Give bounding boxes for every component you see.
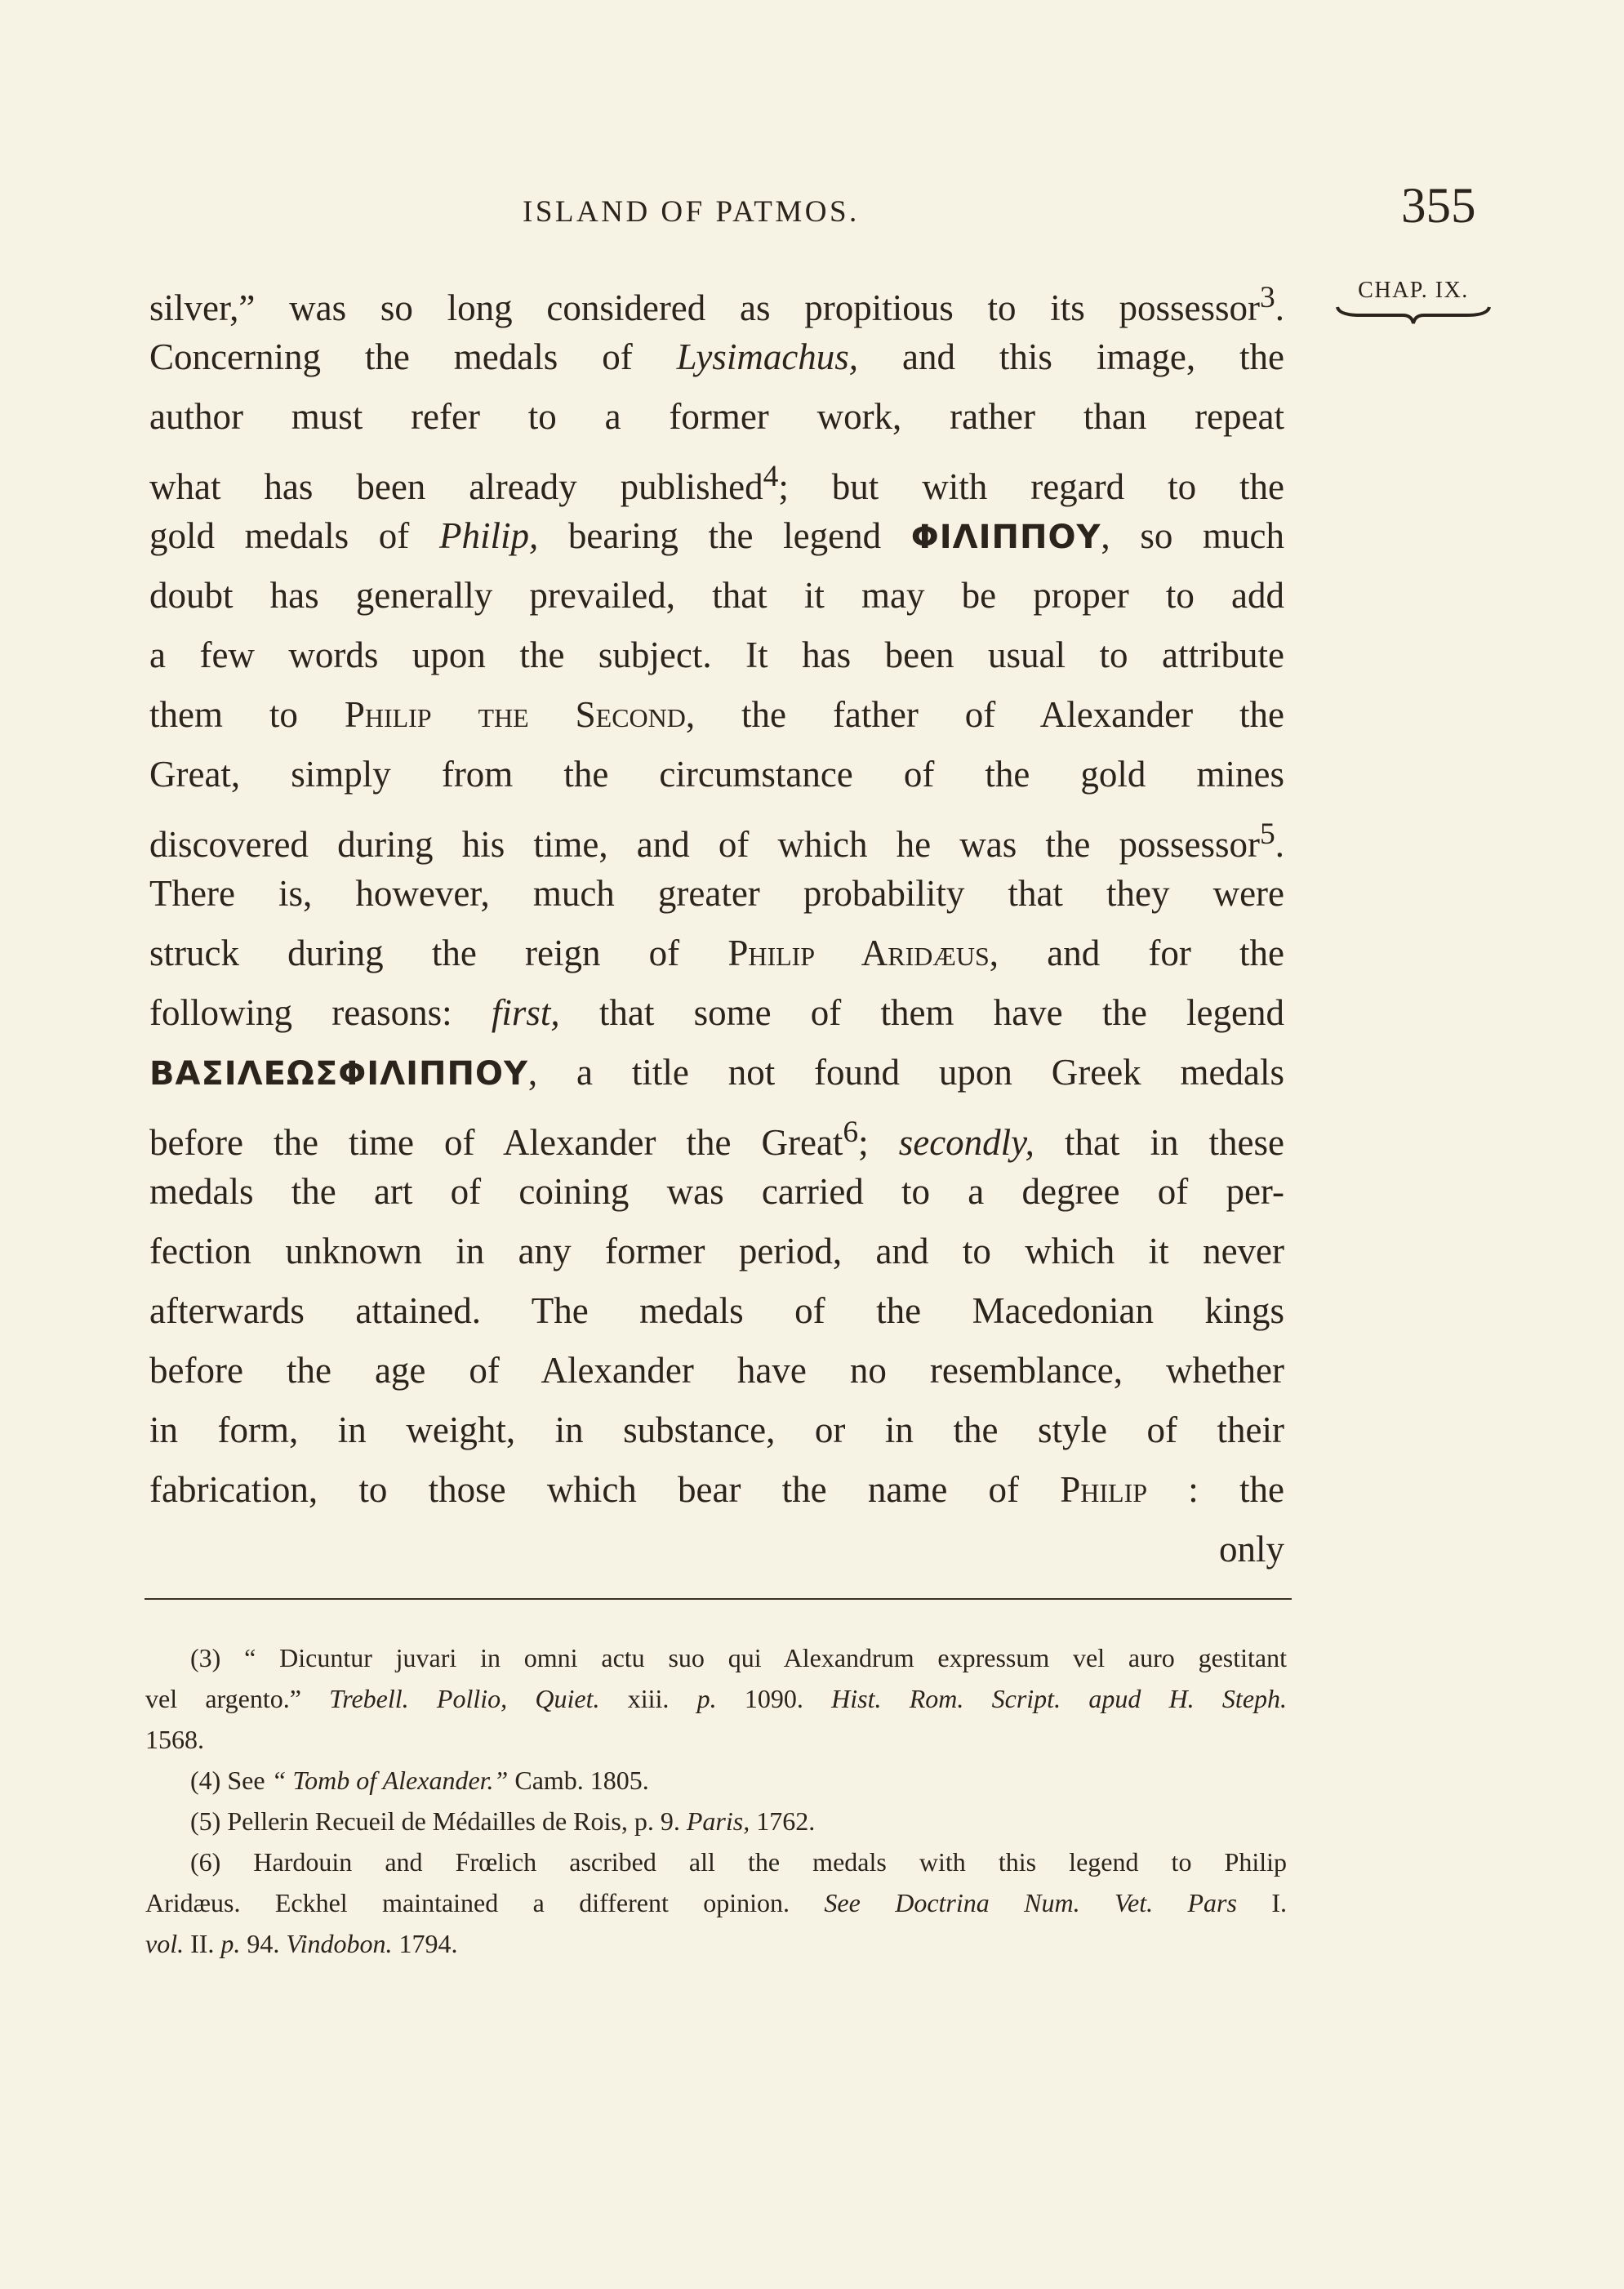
text-line: medals the art of coining was carried to a degree of per- [149, 1171, 1284, 1212]
chapter-label: CHAP. IX. [1358, 278, 1469, 303]
text-line: silver,” was so long considered as propitious to its possessor$^3$. [149, 281, 1284, 328]
running-head: ISLAND OF PATMOS. [523, 195, 860, 229]
chapter-marginal-note [1336, 278, 1491, 327]
text-line: Great, simply from the circumstance of the gold mines [149, 754, 1284, 795]
text-line: fabrication, to those which bear the name of Philip : the [149, 1469, 1284, 1510]
footnote-4: (4) See “ Tomb of Alexander.” Camb. 1805. [190, 1766, 649, 1795]
footnote-rule [145, 1598, 1292, 1600]
catchword: only [1218, 1529, 1284, 1570]
footnote-5: (5) Pellerin Recueil de Médailles de Rois, p. 9. Paris, 1762. [190, 1806, 816, 1836]
text-line: before the time of Alexander the Great$^6$; secondly, that in these [149, 1116, 1284, 1163]
brace-ornament-icon [1336, 305, 1491, 327]
footnote-6-end: vol. II. p. 94. Vindobon. 1794. [145, 1929, 458, 1958]
text-line: them to Philip the Second, the father of Alexander the [149, 694, 1284, 735]
text-line: struck during the reign of Philip Aridæus, and for the [149, 933, 1285, 973]
footnote-3-cont: vel argento.” Trebell. Pollio, Quiet. xiii. p. 1090. Hist. Rom. Script. apud H. Steph. [145, 1684, 1288, 1713]
text-line: doubt has generally prevailed, that it may be proper to add [149, 575, 1284, 616]
text-line: fection unknown in any former period, and to which it never [149, 1231, 1284, 1271]
footnotes [145, 1637, 1287, 1964]
text-line: gold medals of Philip, bearing the legend ΦΙΛΙΠΠΟΥ, so much [149, 515, 1284, 556]
greek-legend: ΦΙΛΙΠΠΟΥ [910, 519, 1101, 556]
text-line: before the age of Alexander have no resemblance, whether [149, 1350, 1284, 1391]
text-line: following reasons: first, that some of them have the legend [149, 992, 1284, 1033]
text-line: discovered during his time, and of which he was the possessor$^5$. [149, 817, 1284, 865]
text-line: what has been already published$^4$; but with regard to the [149, 460, 1285, 507]
page-number: 355 [1401, 179, 1476, 234]
main-text [149, 268, 1284, 1579]
text-line: ΒΑΣΙΛΕΩΣΦΙΛΙΠΠΟΥ, a title not found upon Greek medals [149, 1052, 1284, 1093]
text-line: author must refer to a former work, rather than repeat [149, 396, 1284, 437]
footnote-3-end: 1568. [145, 1725, 204, 1754]
text-line: in form, in weight, in substance, or in the style of their [149, 1409, 1284, 1450]
footnote-6-cont: Aridæus. Eckhel maintained a different opinion. See Doctrina Num. Vet. Pars I. [145, 1888, 1288, 1917]
footnote-6: (6) Hardouin and Frœlich ascribed all the medals with this legend to Philip [190, 1847, 1287, 1877]
text-line: Concerning the medals of Lysimachus, and this image, the [149, 336, 1284, 377]
text-line: afterwards attained. The medals of the Macedonian kings [149, 1290, 1284, 1331]
greek-legend: ΒΑΣΙΛΕΩΣΦΙΛΙΠΠΟΥ [149, 1055, 528, 1093]
footnote-3: (3) “ Dicuntur juvari in omni actu suo qui Alexandrum expressum vel auro gestitant [190, 1643, 1287, 1672]
text-line: There is, however, much greater probability that they were [149, 873, 1284, 914]
text-line: a few words upon the subject. It has been usual to attribute [149, 635, 1284, 675]
